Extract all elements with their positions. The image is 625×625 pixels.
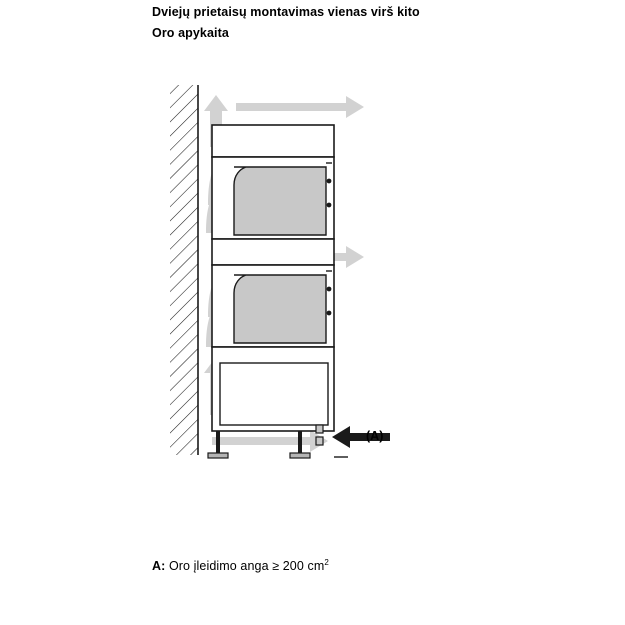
- title-line-1: Dviejų prietaisų montavimas vienas virš kito: [152, 5, 420, 19]
- footnote-lead: A:: [152, 559, 166, 574]
- page-title: [152, 4, 482, 42]
- base-cabinet: [212, 347, 334, 431]
- footnote-superscript: 2: [324, 558, 329, 567]
- upper-appliance: [212, 157, 334, 239]
- callout-label-a: (A): [366, 429, 384, 443]
- middle-ventilation-gap: [212, 239, 334, 265]
- footnote-text: Oro įleidimo anga ≥ 200 cm: [165, 559, 325, 574]
- upper-cabinet-gap: [212, 125, 334, 157]
- diagram-svg: [150, 85, 570, 485]
- title-line-2: Oro apykaita: [152, 26, 229, 40]
- footnote: [152, 558, 329, 573]
- lower-appliance: [212, 265, 334, 347]
- installation-diagram: [150, 85, 570, 485]
- wall-hatching: [170, 85, 198, 455]
